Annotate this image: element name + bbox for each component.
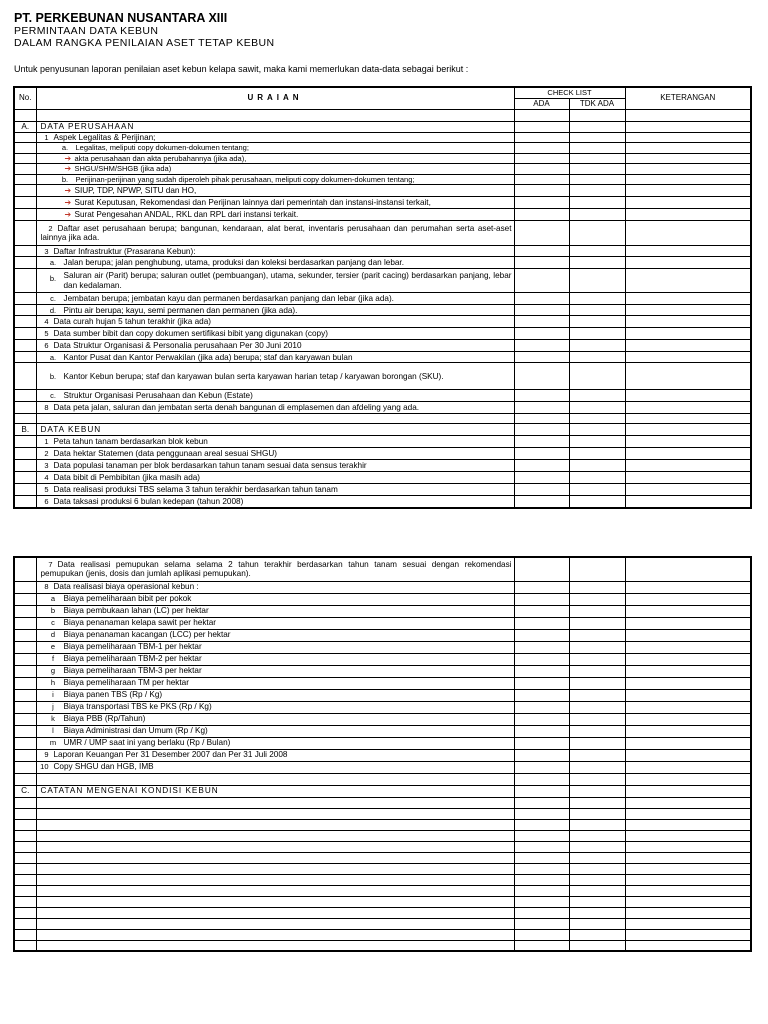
item-text: Data realisasi produksi TBS selama 3 tahun terakhir berdasarkan tahun tanam	[53, 485, 338, 495]
item-number: 3	[44, 246, 49, 256]
table-row	[14, 390, 751, 402]
company-name: PT. PERKEBUNAN NUSANTARA XIII	[14, 11, 228, 25]
item-text: Daftar Infrastruktur (Prasarana Kebun):	[53, 246, 196, 256]
table-row	[14, 209, 751, 221]
table-row	[14, 257, 751, 269]
table-row	[14, 749, 751, 761]
data-request-table	[13, 86, 752, 509]
item-text: Biaya pembukaan lahan (LC) per hektar	[63, 606, 209, 616]
section-b-label: B.	[14, 424, 36, 436]
table-row	[14, 153, 751, 164]
item-text: Data realisasi biaya operasional kebun :	[53, 582, 199, 592]
table-row	[14, 557, 751, 581]
item-number: 1	[44, 132, 49, 142]
item-number: 2	[44, 449, 49, 459]
item-number: 8	[44, 403, 49, 413]
section-a-title: DATA PERUSAHAAN	[36, 121, 514, 132]
section-c-row	[14, 785, 751, 797]
table-row	[14, 293, 751, 305]
table-row	[14, 328, 751, 340]
item-text: Data sumber bibit dan copy dokumen sertifikasi bibit yang digunakan (copy)	[53, 329, 328, 339]
table-row	[14, 363, 751, 390]
item-letter: b.	[49, 371, 57, 381]
item-number: 3	[44, 461, 49, 471]
item-text: Kantor Kebun berupa; staf dan karyawan bulan serta karyawan harian tetap / karyawan borongan (SKU).	[63, 371, 444, 381]
table-row	[14, 269, 751, 293]
item-text: Data Struktur Organisasi & Personalia perusahaan Per 30 Juni 2010	[53, 341, 302, 351]
item-number: 9	[44, 750, 49, 760]
item-text: Biaya penanaman kacangan (LCC) per hektar	[63, 630, 231, 640]
item-text: Data realisasi pemupukan selama selama 2 tahun terakhir berdasarkan tahun tanam sesuai dengan rekomendasi pemupukan (jenis, dosis dan jumlah aplikasi pemupukan).	[40, 559, 512, 579]
intro-text: Untuk penyusunan laporan penilaian aset kebun kelapa sawit, maka kami memerlukan data-data sebagai berikut :	[14, 64, 469, 74]
item-text: Daftar aset perusahaan berupa; bangunan, kendaraan, alat berat, inventaris perusahaan dan perumahan serta aset-aset lainnya jika ada.	[40, 223, 512, 243]
section-c-label: C.	[14, 785, 36, 797]
item-number: 7	[48, 559, 53, 569]
table-row	[14, 496, 751, 508]
item-letter: j	[52, 702, 54, 712]
item-text: Biaya transportasi TBS ke PKS (Rp / Kg)	[63, 702, 212, 712]
table-row	[14, 701, 751, 713]
item-text: Legalitas, meliputi copy dokumen-dokumen tentang;	[75, 143, 249, 153]
item-text: Data taksasi produksi 6 bulan kedepan (tahun 2008)	[53, 496, 244, 506]
section-a-row	[14, 121, 751, 132]
table-row	[14, 641, 751, 653]
item-number: 4	[44, 317, 49, 327]
item-text: Biaya penanaman kelapa sawit per hektar	[63, 618, 216, 628]
item-number: 6	[44, 496, 49, 506]
item-letter: l	[52, 726, 54, 736]
item-text: Biaya PBB (Rp/Tahun)	[63, 714, 146, 724]
item-text: Data peta jalan, saluran dan jembatan serta denah bangunan di emplasemen dan afdeling yang ada.	[53, 403, 420, 413]
item-letter: m	[49, 738, 57, 748]
item-letter: d	[50, 630, 56, 640]
item-number: 8	[44, 582, 49, 592]
item-text: Data curah hujan 5 tahun terakhir (jika ada)	[53, 317, 211, 327]
item-letter: k	[51, 714, 55, 724]
item-letter: a.	[49, 258, 57, 268]
item-text: Biaya pemeliharaan TBM-2 per hektar	[63, 654, 202, 664]
arrow-bullet-icon: ➔	[64, 153, 72, 163]
table-row	[14, 185, 751, 197]
item-letter: a.	[49, 352, 57, 362]
item-letter: a	[50, 594, 56, 604]
item-letter: b.	[49, 274, 57, 284]
table-row	[14, 617, 751, 629]
item-text: Biaya pemeliharaan TBM-3 per hektar	[63, 666, 202, 676]
header-no: No.	[14, 87, 36, 109]
item-text: Jembatan berupa; jembatan kayu dan permanen berdasarkan panjang dan lebar (jika ada).	[63, 294, 394, 304]
header-keterangan: KETERANGAN	[625, 87, 751, 109]
item-text: Perijinan-perijinan yang sudah diperoleh pihak perusahaan, meliputi copy dokumen-dokumen tentang;	[75, 174, 415, 184]
item-text: Copy SHGU dan HGB, IMB	[53, 762, 154, 772]
item-text: Biaya Administrasi dan Umum (Rp / Kg)	[63, 726, 208, 736]
item-text: Jalan berupa; jalan penghubung, utama, produksi dan koleksi berdasarkan panjang dan lebar.	[63, 258, 404, 268]
table-row	[14, 197, 751, 209]
table-row	[14, 605, 751, 617]
header-uraian: URAIAN	[36, 87, 514, 109]
table-row	[14, 305, 751, 316]
item-text: SIUP, TDP, NPWP, SITU dan HO,	[74, 186, 197, 196]
section-c-title: CATATAN MENGENAI KONDISI KEBUN	[36, 785, 514, 797]
item-text: Saluran air (Parit) berupa; saluran outlet (pembuangan), utama, sekunder, tersier (parit cacing) berdasarkan panjang, lebar dan kedalaman.	[63, 271, 512, 290]
table-row	[14, 629, 751, 641]
data-request-table-continued	[13, 556, 752, 952]
table-row	[14, 713, 751, 725]
item-letter: a.	[61, 143, 69, 153]
arrow-bullet-icon: ➔	[64, 198, 72, 208]
item-letter: f	[51, 654, 55, 664]
table-row	[14, 761, 751, 773]
item-text: Data bibit di Pembibitan (jika masih ada)	[53, 473, 201, 483]
item-letter: b	[50, 606, 56, 616]
table-row	[14, 737, 751, 749]
table-row	[14, 221, 751, 246]
section-b-row	[14, 424, 751, 436]
header-checklist: CHECK LIST	[514, 87, 625, 98]
table-row	[14, 352, 751, 363]
subtitle-request: PERMINTAAN DATA KEBUN	[14, 25, 159, 37]
table-row	[14, 402, 751, 414]
item-text: SHGU/SHM/SHGB (jika ada)	[74, 164, 172, 174]
item-text: Peta tahun tanam berdasarkan blok kebun	[53, 437, 208, 447]
table-row	[14, 472, 751, 484]
item-letter: e	[50, 642, 56, 652]
section-a-label: A.	[14, 121, 36, 132]
item-text: Biaya panen TBS (Rp / Kg)	[63, 690, 163, 700]
item-text: Biaya pemeliharaan TBM-1 per hektar	[63, 642, 202, 652]
item-text: Struktur Organisasi Perusahaan dan Kebun (Estate)	[63, 391, 253, 401]
subtitle-purpose: DALAM RANGKA PENILAIAN ASET TETAP KEBUN	[14, 37, 275, 49]
arrow-bullet-icon: ➔	[64, 186, 72, 196]
item-letter: c.	[50, 391, 56, 401]
item-number: 5	[44, 485, 49, 495]
table-row	[14, 340, 751, 352]
item-number: 10	[40, 762, 49, 772]
item-text: Laporan Keuangan Per 31 Desember 2007 dan Per 31 Juli 2008	[53, 750, 288, 760]
item-letter: c.	[50, 294, 56, 304]
table-row	[14, 689, 751, 701]
item-text: Biaya pemeliharaan TM per hektar	[63, 678, 189, 688]
item-text: Pintu air berupa; kayu, semi permanen dan permanen (jika ada).	[63, 305, 298, 315]
table-row	[14, 174, 751, 185]
item-number: 1	[44, 437, 49, 447]
item-text: Kantor Pusat dan Kantor Perwakilan (jika ada) berupa; staf dan karyawan bulan	[63, 352, 353, 362]
table-row	[14, 132, 751, 143]
table-row	[14, 164, 751, 175]
table-row	[14, 581, 751, 593]
item-number: 2	[48, 223, 53, 233]
item-text: Surat Keputusan, Rekomendasi dan Perijinan lainnya dari pemerintah dan instansi-instansi terkait,	[74, 198, 431, 208]
item-text: akta perusahaan dan akta perubahannya (jika ada),	[74, 153, 247, 163]
item-text: UMR / UMP saat ini yang berlaku (Rp / Bulan)	[63, 738, 231, 748]
table-row	[14, 484, 751, 496]
table-row	[14, 316, 751, 328]
table-row	[14, 665, 751, 677]
arrow-bullet-icon: ➔	[64, 164, 72, 174]
header-ada: ADA	[514, 98, 569, 109]
table-row	[14, 436, 751, 448]
table-row	[14, 448, 751, 460]
item-letter: h	[50, 678, 56, 688]
table-row	[14, 246, 751, 257]
header-tdk-ada: TDK ADA	[569, 98, 625, 109]
item-number: 6	[44, 341, 49, 351]
item-number: 5	[44, 329, 49, 339]
table-row	[14, 677, 751, 689]
item-letter: g	[50, 666, 56, 676]
item-text: Surat Pengesahan ANDAL, RKL dan RPL dari instansi terkait.	[74, 210, 299, 220]
item-letter: i	[52, 690, 54, 700]
item-text: Data populasi tanaman per blok berdasarkan tahun tanam sesuai data sensus terakhir	[53, 461, 367, 471]
item-number: 4	[44, 473, 49, 483]
arrow-bullet-icon: ➔	[64, 210, 72, 220]
table-row	[14, 143, 751, 154]
table-row	[14, 725, 751, 737]
table-row	[14, 653, 751, 665]
table-row	[14, 460, 751, 472]
item-letter: c	[51, 618, 55, 628]
table-row	[14, 593, 751, 605]
item-text: Aspek Legalitas & Perijinan;	[53, 132, 156, 142]
item-letter: d.	[49, 305, 57, 315]
section-b-title: DATA KEBUN	[36, 424, 514, 436]
item-text: Data hektar Statemen (data penggunaan areal sesuai SHGU)	[53, 449, 277, 459]
item-letter: b.	[61, 174, 69, 184]
item-text: Biaya pemeliharaan bibit per pokok	[63, 594, 192, 604]
